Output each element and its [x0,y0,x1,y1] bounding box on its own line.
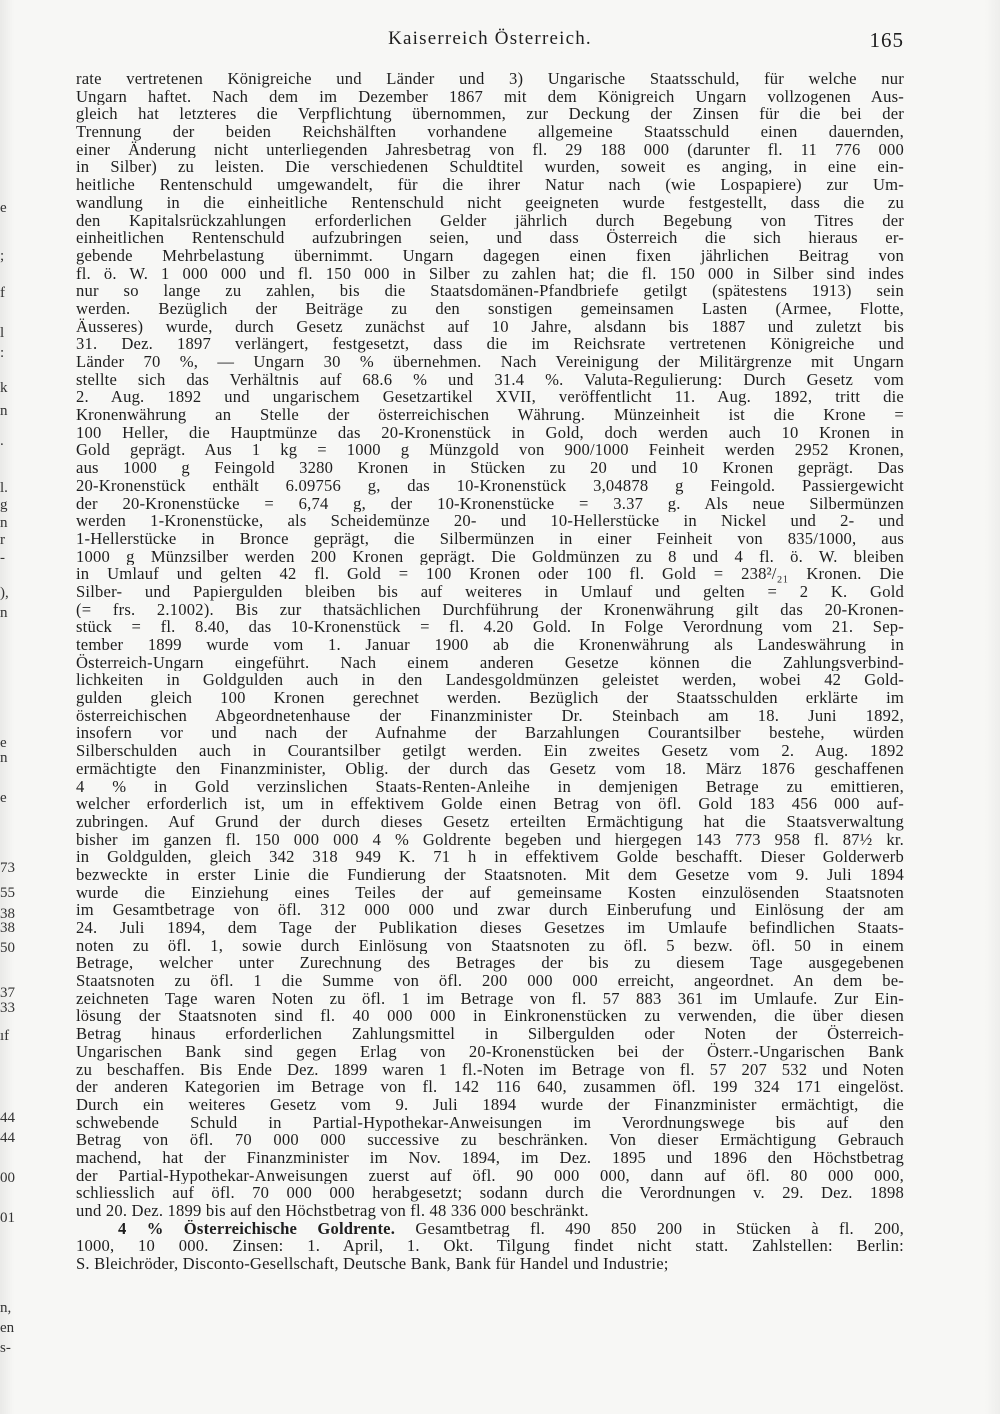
text-line: Österreich-Ungarn eingeführt. Nach einem anderen Gesetze können die Zahlungsverbind- [76,653,904,672]
text-line: wurde die Einziehung eines Teiles der auf gemeinsame Kosten einzulösenden Staatsnoten [76,883,904,902]
text-line: machend, hat der Finanzminister im Nov. 1894, im Dez. 1895 und 1896 den Höchstbetrag [76,1148,904,1167]
text-line: Trennung der beiden Reichshälften vorhandene allgemeine Staatsschuld einen dauernden, [76,123,904,141]
text-line: nur so lange zu zahlen, bis die Staatsdomänen-Pfandbriefe getilgt (spätestens 1913) sein [76,282,904,300]
text-line: lichkeiten in Goldgulden auch in den Landesgoldmünzen geleistet werden, wobei 42 Gold- [76,671,904,690]
margin-fragment: s- [0,1340,11,1356]
margin-fragment: : [0,345,5,361]
text-line: noten zu öfl. 1, sowie durch Einlösung von Staatsnoten zu öfl. 5 bezw. öfl. 50 in einem [76,936,904,955]
text-line: zu beschaffen. Bis Ende Dez. 1899 waren 1 fl.-Noten im Betrage von fl. 57 207 532 und Noten [76,1060,904,1079]
section-heading: 4 % Österreichische Goldrente. [118,1219,396,1238]
section-line: 1000, 10 000. Zinsen: 1. April, 1. Okt. Tilgung findet nicht statt. Zahlstellen: Berlin: [76,1237,904,1256]
margin-fragment: l. [0,480,8,496]
margin-fragment: n [0,515,8,531]
text-line: gleich hat letzteres die Verpflichtung übernommen, zur Deckung der Zinsen für die bei der [76,105,904,124]
text-line: der anderen Kategorien im Betrage von fl. 142 116 640, zusammen öfl. 199 324 171 eingelöst. [76,1078,904,1096]
text-line: schwebende Schuld in Partial-Hypothekar-Anweisungen im Verordnungswege bis auf den [76,1113,904,1132]
text-line: der 20-Kronenstücke = 6,74 g, der 10-Kronenstücke = 3.37 g. Als neue Silbermünzen [76,494,904,513]
margin-fragment: e [0,735,7,751]
text-line: stellte sich das Verhältnis auf 68.6 % und 31.4 %. Valuta-Regulierung: Durch Gesetz vom [76,370,904,389]
text-line: 4 % in Gold verzinslichen Staats-Renten-Anleihe in demjenigen Betrage zu emittieren, [76,777,904,796]
text-line: schliesslich auf öfl. 70 000 000 herabgesetzt; sodann durch die Verordnungen v. 29. Dez. 1898 [76,1184,904,1202]
margin-fragment: ), [0,585,9,601]
text-line: Kronenwährung an Stelle der österreichischen Währung. Münzeinheit ist die Krone = [76,406,904,424]
text-line: werden. Bezüglich der Beiträge zu den sonstigen gemeinsamen Lasten (Armee, Flotte, [76,299,904,318]
section-line: S. Bleichröder, Disconto-Gesellschaft, Deutsche Bank, Bank für Handel und Industrie; [76,1255,669,1273]
margin-fragment: 44 [0,1110,15,1126]
running-title: Kaiserreich Österreich. [388,28,592,49]
text-line: und 20. Dez. 1899 bis auf den Höchstbetrag von fl. 48 336 000 beschränkt. [76,1202,589,1220]
text-line: aus 1000 g Feingold 3280 Kronen in Stücken zu 20 und 10 Kronen geprägt. Das [76,459,904,477]
text-line: rate vertretenen Königreiche und Länder und 3) Ungarische Staatsschuld, für welche nur [76,70,904,88]
margin-fragment: 73 [0,860,15,876]
text-line: 2. Aug. 1892 und ungarischem Gesetzartikel XVII, veröffentlicht 11. Aug. 1892, tritt die [76,388,904,407]
text-line: zeichneten Tage waren Noten zu öfl. 1 im Betrage von fl. 57 883 361 im Umlaufe. Zur Ein- [76,989,904,1008]
text-line: in Silber) zu leisten. Die verschiedenen Schuldtitel wurden, soweit es anging, in eine ein- [76,158,904,177]
text-line: Ungarn haftet. Nach dem im Dezember 1867 mit dem Königreich Ungarn vollzogenen Aus- [76,87,904,106]
text-line: in Goldgulden, gleich 342 318 949 K. 71 h in effektivem Golde beschafft. Dieser Golderwerb [76,848,904,866]
text-line: heitliche Rentenschuld umgewandelt, für die ihrer Natur nach (wie Lospapiere) zur Um- [76,176,904,194]
text-line: Betrag von öfl. 70 000 000 successive zu beschränken. Von dieser Ermächtigung Gebrauch [76,1131,904,1149]
margin-fragment: ; [0,248,5,264]
text-line: fl. ö. W. 1 000 000 und fl. 150 000 in Silber zu zahlen hat; die fl. 150 000 in Silber sind indes [76,264,904,283]
text-line: Silberschulden auch in Courantsilber getilgt werden. Ein zweites Gesetz vom 2. Aug. 1892 [76,742,904,760]
margin-fragment: en [0,1320,15,1336]
text-line: ermächtigte den Finanzminister, Oblig. der durch das Gesetz vom 18. März 1876 geschaffenen [76,759,904,778]
text-line: den Kapitalsrückzahlungen erforderlichen Gelder jährlich durch Begebung von Titres der [76,211,904,230]
text-line: 20-Kronenstück enthält 6.09756 g, das 10-Kronenstück 3,04878 g Feingold. Passiergewicht [76,476,904,495]
text-line: 1-Hellerstücke in Bronce geprägt, die Silbermünzen in einer Feinheit von 835/1000, aus [76,529,904,548]
section-line [76,1220,904,1238]
margin-fragment: 37 [0,985,15,1001]
body-text [76,70,904,1273]
text-line: werden 1-Kronenstücke, als Scheidemünze 20- und 10-Hellerstücke in Nickel und 2- und [76,512,904,530]
text-line: lösung der Staatsnoten sind fl. 40 000 000 in Einkronenstücken zu verwenden, die über diesen [76,1007,904,1026]
text-line: Betrag hinaus erforderlichen Zahlungsmittel in Silbergulden oder Noten der Österreich- [76,1025,904,1043]
text-line: Durch ein weiteres Gesetz vom 9. Juli 1894 wurde der Finanzminister ermächtigt, die [76,1095,904,1114]
margin-fragment: n [0,750,8,766]
margin-fragment: n [0,605,8,621]
margin-fragment: . [0,433,4,449]
running-header [76,28,904,58]
margin-fragment: 33 [0,1000,15,1016]
margin-fragment: 44 [0,1130,15,1146]
text-line: bezweckte in erster Linie die Fundierung der Staatsnoten. Mit dem Gesetze vom 9. Juli 1894 [76,865,904,884]
text-line: 31. Dez. 1897 verlängert, festgesetzt, dass die im Reichsrate vertretenen Königreiche und [76,335,904,353]
text-line: 1000 g Münzsilber werden 200 Kronen geprägt. Die Goldmünzen zu 8 und 4 fl. ö. W. bleiben [76,547,904,566]
margin-fragment: k [0,380,8,396]
left-margin-fragments [0,0,14,1414]
margin-fragment: 01 [0,1210,15,1226]
text-line: Silber- und Papiergulden bleiben bis auf weiteres in Umlauf und gelten = 2 K. Gold [76,582,904,601]
text-line: (= frs. 2.1002). Bis zur thatsächlichen Durchführung der Kronenwährung gilt das 20-Kronen- [76,600,904,619]
text-line: insofern vor und nach der Aufnahme der Barzahlungen Courantsilber bestehe, würden [76,724,904,743]
margin-fragment: l [0,325,5,341]
text-line: zubringen. Auf Grund der durch dieses Gesetz erteilten Ermächtigung hat die Staatsverwaltung [76,812,904,831]
text-line: gulden gleich 100 Kronen gerechnet werden. Bezüglich der Staatsschulden erklärte im [76,689,904,707]
text-line: Betrage, welcher unter Zurechnung des Betrages der bis zu diesem Tage ausgegebenen [76,954,904,973]
text-line: 100 Heller, die Hauptmünze das 20-Kronenstück in Gold, doch werden auch 10 Kronen in [76,423,904,442]
text-line: welcher erforderlich ist, um in effektivem Golde einen Betrag von öfl. Gold 183 456 000 auf- [76,795,904,813]
text-line: 24. Juli 1894, dem Tage der Publikation dieses Gesetzes im Umlaufe befindlichen Staats- [76,919,904,937]
text-line: im Gesamtbetrage von öfl. 312 000 000 und zwar durch Einberufung und Einlösung der am [76,901,904,919]
margin-fragment: f [0,285,5,301]
margin-fragment: n [0,403,8,419]
margin-fragment: g [0,497,8,513]
margin-fragment: 38 [0,920,15,936]
text-line: österreichischen Abgeordnetenhause der Finanzminister Dr. Steinbach am 18. Juni 1892, [76,706,904,725]
text-line: einheitlichen Rentenschuld aufzubringen seien, und dass Österreich die sich hieraus er- [76,229,904,247]
margin-fragment: 55 [0,885,15,901]
margin-fragment: 38 [0,906,15,922]
margin-fragment: 50 [0,940,15,956]
text-line: Länder 70 %, — Ungarn 30 % übernehmen. Nach Vereinigung der Militärgrenze mit Ungarn [76,353,904,371]
text-line: Gold geprägt. Aus 1 kg = 1000 g Münzgold von 900/1000 Feinheit werden 2952 Kronen, [76,441,904,460]
text-line: in Umlauf und gelten 42 fl. Gold = 100 Kronen oder 100 fl. Gold = 238²/₂₁ Kronen. Die [76,565,904,583]
page-number: 165 [869,28,904,52]
text-line: Staatsnoten zu öfl. 1 die Summe von öfl. 200 000 000 erreicht, angeordnet. An dem be- [76,972,904,990]
text-line: tember 1899 wurde vom 1. Januar 1900 ab die Kronenwährung als Landeswährung in [76,636,904,654]
margin-fragment: e [0,200,7,216]
text-line: stück = fl. 8.40, das 10-Kronenstück = fl. 4.20 Gold. In Folge Verordnung vom 21. Sep- [76,618,904,636]
margin-fragment: - [0,550,5,566]
margin-fragment: r [0,532,5,548]
section-text: Gesamtbetrag fl. 490 850 200 in Stücken à fl. 200, [415,1219,904,1238]
text-line: Äusseres) wurde, durch Gesetz zunächst auf 10 Jahre, alsdann bis 1887 und zuletzt bis [76,317,904,336]
margin-fragment: ıf [0,1028,10,1044]
text-line: gebende Mehrbelastung übernimmt. Ungarn dagegen einen fixen jährlichen Beitrag von [76,246,904,265]
margin-fragment: n, [0,1300,12,1316]
text-line: Ungarischen Bank sind gegen Erlag von 20-Kronenstücken bei der Österr.-Ungarischen Bank [76,1042,904,1061]
margin-fragment: 00 [0,1170,15,1186]
text-line: wandlung in die einheitliche Rentenschuld nicht geeigneten wurde festgestellt, dass die zu [76,193,904,212]
text-line: bisher im ganzen fl. 150 000 000 4 % Goldrente begeben und hiergegen 143 773 958 fl. 87½ kr. [76,830,904,849]
margin-fragment: e [0,790,7,806]
text-line: einer Änderung nicht unterliegenden Jahresbetrag von fl. 29 188 000 (darunter fl. 11 776 000 [76,140,904,159]
text-line: der Partial-Hypothekar-Anweisungen zuerst auf öfl. 90 000 000, dann auf öfl. 80 000 000, [76,1166,904,1185]
